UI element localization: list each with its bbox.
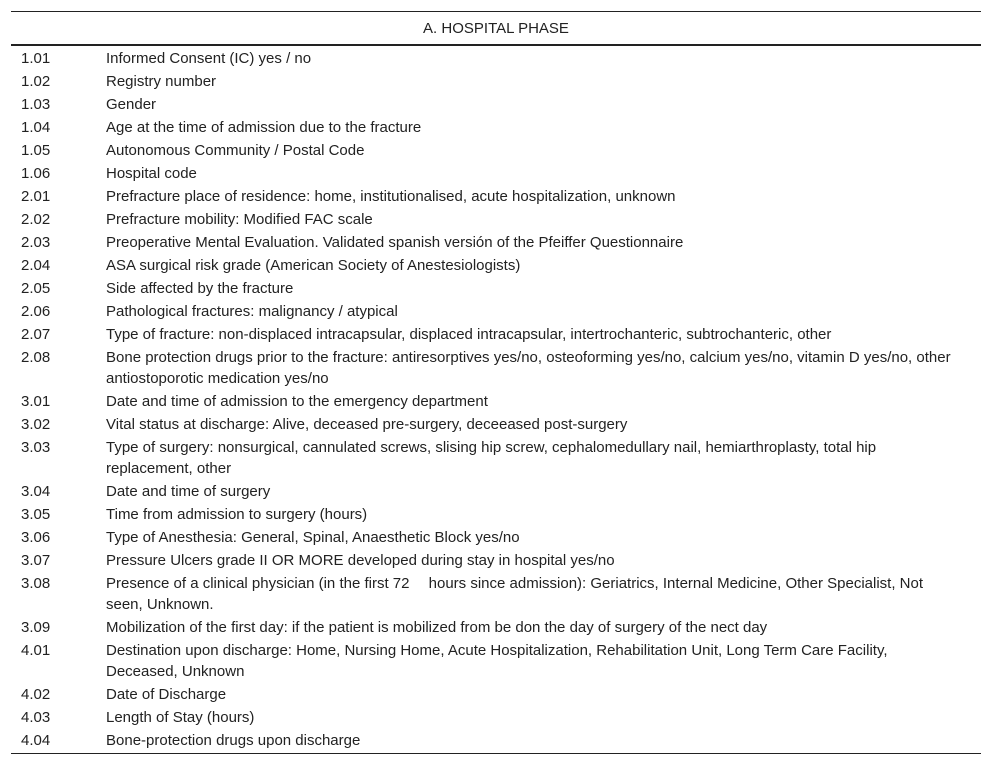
item-description: Destination upon discharge: Home, Nursing Home, Acute Hospitalization, Rehabilitation Unit, Long Term Care Facility, Deceased, Unknown (106, 642, 888, 680)
item-description: Date of Discharge (106, 686, 227, 703)
table-row (11, 254, 981, 277)
item-code: 3.04 (21, 483, 51, 500)
table-row (11, 323, 981, 346)
item-description: Preoperative Mental Evaluation. Validated spanish versión of the Pfeiffer Questionnaire (106, 234, 684, 251)
item-code: 3.03 (21, 439, 51, 456)
item-code: 2.07 (21, 326, 51, 343)
item-description: Autonomous Community / Postal Code (106, 142, 365, 159)
table-row (11, 549, 981, 572)
hospital-phase-table (11, 11, 981, 754)
item-code: 3.05 (21, 506, 51, 523)
table-row (11, 706, 981, 729)
item-code: 4.03 (21, 709, 51, 726)
table-row (11, 346, 981, 390)
item-description: Length of Stay (hours) (106, 709, 255, 726)
table-row (11, 139, 981, 162)
item-description: Gender (106, 96, 157, 113)
item-description: Hospital code (106, 165, 197, 182)
table-row (11, 683, 981, 706)
item-description: Informed Consent (IC) yes / no (106, 50, 312, 67)
table-row (11, 116, 981, 139)
item-description: Prefracture mobility: Modified FAC scale (106, 211, 373, 228)
item-code: 2.06 (21, 303, 51, 320)
item-description: Pathological fractures: malignancy / atypical (106, 303, 398, 320)
table-row (11, 45, 981, 70)
table-row (11, 231, 981, 254)
item-code: 3.09 (21, 619, 51, 636)
table-row (11, 639, 981, 683)
table-row (11, 185, 981, 208)
table-header-row (11, 12, 981, 46)
item-description: Pressure Ulcers grade II OR MORE developed during stay in hospital yes/no (106, 552, 615, 569)
item-code: 2.05 (21, 280, 51, 297)
item-code: 4.04 (11, 729, 106, 754)
item-code: 1.01 (21, 50, 51, 67)
table-row (11, 93, 981, 116)
item-code: 1.04 (21, 119, 51, 136)
table-row (11, 480, 981, 503)
table-row (11, 729, 981, 754)
item-description: Registry number (106, 73, 217, 90)
table-row (11, 390, 981, 413)
item-code: 2.02 (21, 211, 51, 228)
table-row (11, 616, 981, 639)
table-body (11, 45, 981, 754)
item-description: Date and time of admission to the emergency department (106, 393, 488, 410)
item-code: 3.01 (21, 393, 51, 410)
item-code: 3.08 (21, 575, 51, 592)
item-description: Time from admission to surgery (hours) (106, 506, 368, 523)
table-row (11, 526, 981, 549)
item-code: 4.02 (21, 686, 51, 703)
item-description: Date and time of surgery (106, 483, 271, 500)
item-code: 2.08 (21, 349, 51, 366)
item-code: 2.04 (21, 257, 51, 274)
item-description: Age at the time of admission due to the fracture (106, 119, 422, 136)
table-row (11, 413, 981, 436)
item-code: 3.02 (21, 416, 51, 433)
item-description: Side affected by the fracture (106, 280, 294, 297)
item-description: Bone-protection drugs upon discharge (106, 729, 981, 754)
item-description: Prefracture place of residence: home, institutionalised, acute hospitalization, unknown (106, 188, 676, 205)
item-code: 2.01 (21, 188, 51, 205)
table-title: A. HOSPITAL PHASE (11, 12, 981, 46)
item-code: 1.02 (21, 73, 51, 90)
item-code: 3.07 (21, 552, 51, 569)
table-row (11, 436, 981, 480)
item-description: Presence of a clinical physician (in the first 72 hours since admission): Geriatrics, Internal Medicine, Other Specialist, Not seen, Unknown. (106, 575, 924, 613)
item-description: Type of Anesthesia: General, Spinal, Anaesthetic Block yes/no (106, 529, 520, 546)
item-description: ASA surgical risk grade (American Society of Anestesiologists) (106, 257, 521, 274)
item-description: Type of fracture: non-displaced intracapsular, displaced intracapsular, intertrochanteric, subtrochanteric, other (106, 326, 832, 343)
table-row (11, 277, 981, 300)
item-code: 1.05 (21, 142, 51, 159)
item-description: Type of surgery: nonsurgical, cannulated screws, slising hip screw, cephalomedullary nail, hemiarthroplasty, total hip replacement, other (106, 439, 877, 477)
table-row (11, 208, 981, 231)
item-description: Bone protection drugs prior to the fracture: antiresorptives yes/no, osteoforming yes/no, calcium yes/no, vitamin D yes/no, other antiostoporotic medication yes/no (106, 349, 951, 387)
item-code: 1.03 (21, 96, 51, 113)
item-code: 2.03 (21, 234, 51, 251)
item-code: 1.06 (21, 165, 51, 182)
table-row (11, 300, 981, 323)
hospital-phase-table-container (11, 11, 981, 754)
item-code: 4.01 (21, 642, 51, 659)
item-description: Vital status at discharge: Alive, deceased pre-surgery, deceeased post-surgery (106, 416, 628, 433)
table-row (11, 572, 981, 616)
item-code: 3.06 (21, 529, 51, 546)
table-row (11, 70, 981, 93)
table-row (11, 162, 981, 185)
item-description: Mobilization of the first day: if the patient is mobilized from be don the day of surgery of the nect day (106, 619, 768, 636)
table-row (11, 503, 981, 526)
